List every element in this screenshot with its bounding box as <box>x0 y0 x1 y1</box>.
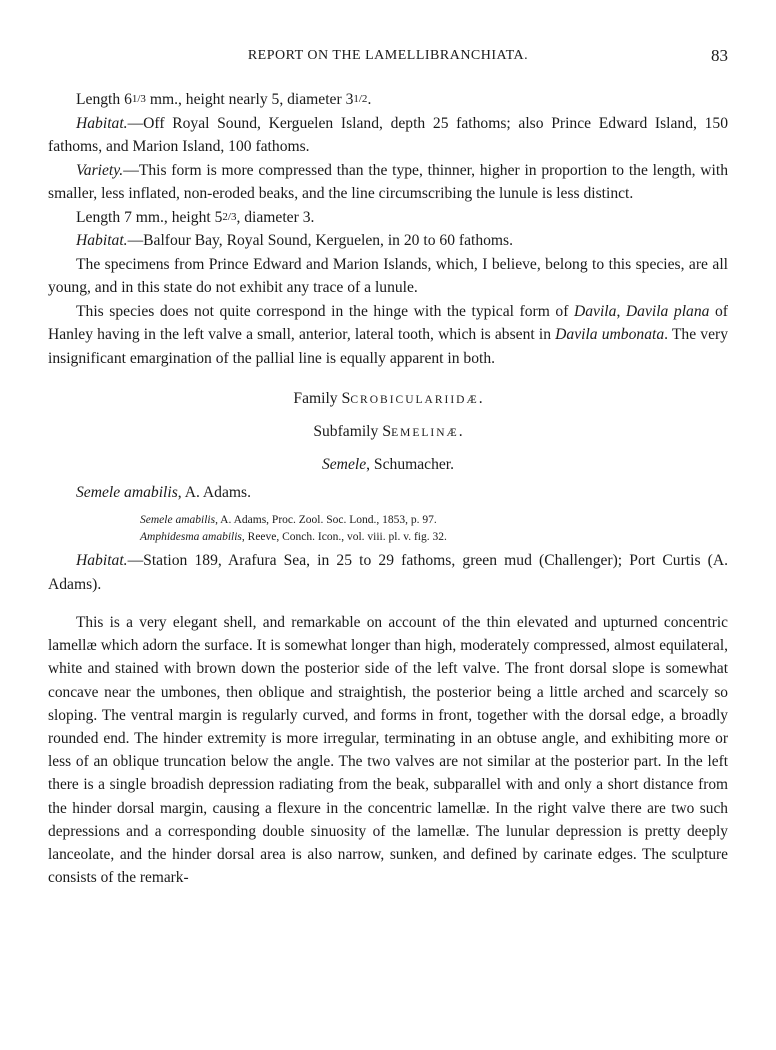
habitat-label: Habitat. <box>76 114 128 132</box>
reference-2: Amphidesma amabilis, Reeve, Conch. Icon., vol. viii. pl. v. fig. 32. <box>140 531 447 543</box>
variety-habitat: Habitat.—Balfour Bay, Royal Sound, Kerguelen, in 20 to 60 fathoms. <box>76 232 514 249</box>
species-heading: Semele amabilis, A. Adams. <box>76 483 251 501</box>
length-fraction: 1/3 <box>131 93 146 105</box>
genus-heading: Semele, Schumacher. <box>321 456 455 473</box>
family-heading: Family SCROBICULARIIDÆ. <box>293 390 483 407</box>
habitat-label: Habitat. <box>76 552 128 569</box>
page-number: 83 <box>711 46 728 65</box>
specimens-paragraph: The specimens from Prince Edward and Marion Islands, which, I believe, belong to this species, are all young, and in this state do not exhibit any trace of a lunule. <box>48 255 728 296</box>
species-habitat: Habitat.—Station 189, Arafura Sea, in 25 to 29 fathoms, green mud (Challenger); Port Curtis (A. Adams). <box>48 552 728 593</box>
running-title: REPORT ON THE LAMELLIBRANCHIATA. <box>247 48 529 63</box>
davila-measurements: Length 61/3 mm., height nearly 5, diameter 31/2. <box>76 91 372 108</box>
reference-1: Semele amabilis, A. Adams, Proc. Zool. Soc. Lond., 1853, p. 97. <box>140 514 437 526</box>
variety-label: Variety. <box>76 161 124 179</box>
davila-variety: Variety.—This form is more compressed than the type, thinner, higher in proportion to the length, with smaller, less inflated, non-eroded beaks, and the line circumscribing the lunule is less distinct. <box>48 161 728 202</box>
synonymy-references <box>140 512 728 546</box>
subfamily-heading: Subfamily SEMELINÆ. <box>313 422 463 440</box>
height-fraction: 2/3 <box>222 210 237 223</box>
diameter-fraction: 1/2 <box>353 93 368 105</box>
page-body <box>48 88 728 889</box>
variety-measurements: Length 7 mm., height 52/3, diameter 3. <box>76 208 315 226</box>
running-header <box>48 48 728 68</box>
hinge-paragraph: This species does not quite correspond in the hinge with the typical form of Davila, Davila plana of Hanley having in the left valve a small, anterior, lateral tooth, which is absent in Davila umbonata. The very insignificant emargination of the pallial line is equally apparent in both. <box>48 302 728 367</box>
davila-habitat: Habitat.—Off Royal Sound, Kerguelen Island, depth 25 fathoms; also Prince Edward Island, 150 fathoms, and Marion Island, 100 fathoms. <box>48 114 728 155</box>
habitat-label: Habitat. <box>76 232 128 249</box>
description-paragraph: This is a very elegant shell, and remarkable on account of the thin elevated and upturned concentric lamellæ which adorn the surface. It is somewhat longer than high, moderately compressed, almost equilateral, white and stained with brown down the posterior side of the left valve. The front dorsal slope is somewhat concave near the umbones, then oblique and straightish, the posterior being a little arched and scarcely so sloping. The ventral margin is regularly curved, and forms in front, together with the dorsal edge, a broadly rounded end. The hinder extremity is more irregular, terminating in an obtuse angle, and exhibiting more or less of an oblique truncation below the angle. The two valves are not similar at the posterior part. In the left there is a single broadish depression radiating from the beak, subparallel with and only a short distance from the hinder dorsal margin, causing a flexure in the concentric lamellæ. In the right valve there are two such depressions and a corresponding double sinuosity of the lamellæ. The lunular depression is pretty deeply lanceolate, and the hinder dorsal area is also narrow, sunken, and defined by carinate edges. The sculpture consists of the remark- <box>48 614 728 887</box>
